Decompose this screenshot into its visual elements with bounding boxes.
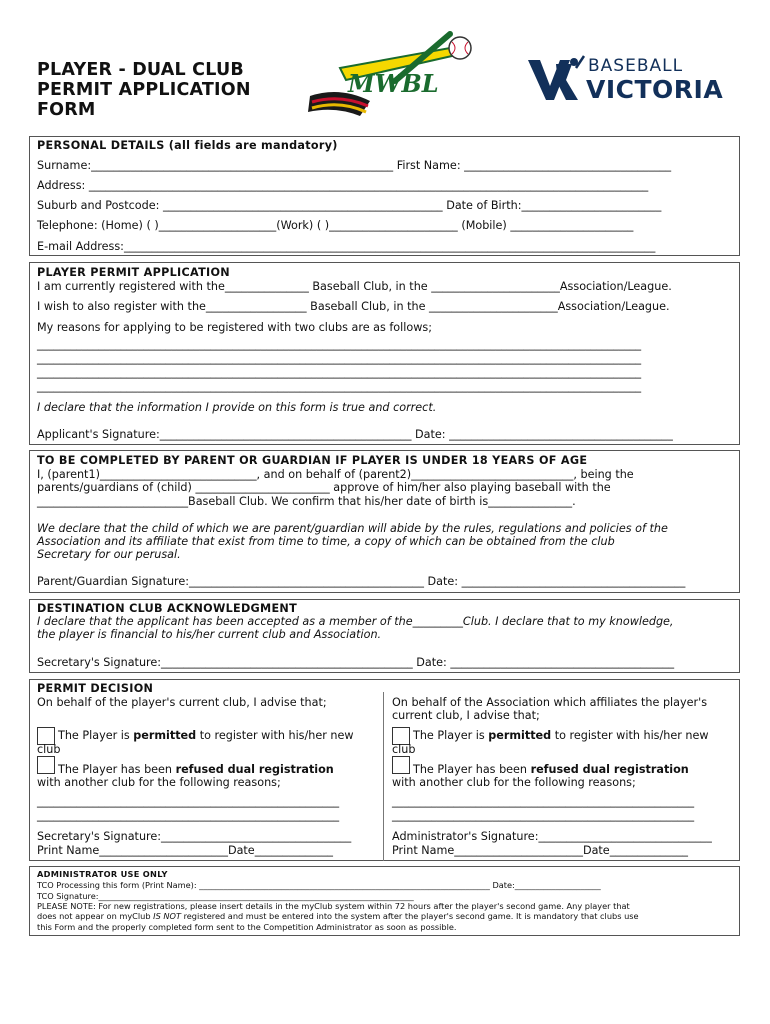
club-reasons-line[interactable]: ______________________________________________________ xyxy=(37,809,340,822)
destination-declaration-line2: the player is financial to his/her current club and Association. xyxy=(37,628,382,641)
parent-guardian-heading: TO BE COMPLETED BY PARENT OR GUARDIAN IF PLAYER IS UNDER 18 YEARS OF AGE xyxy=(37,454,588,467)
personal-details-heading: PERSONAL DETAILS (all fields are mandatory) xyxy=(37,139,338,152)
decision-column-divider xyxy=(383,692,384,861)
mwbl-logo xyxy=(300,26,480,124)
title-line-1: PLAYER - DUAL CLUB xyxy=(37,60,244,80)
administrator-heading: ADMINISTRATOR USE ONLY xyxy=(37,869,168,879)
association-refused-checkbox[interactable] xyxy=(392,756,410,774)
personal-details-section xyxy=(29,136,740,256)
applicant-declaration: I declare that the information I provide on this form is true and correct. xyxy=(37,401,437,414)
destination-secretary-signature-field[interactable]: Secretary's Signature:_____________________________________________ Date: ________________________________________ xyxy=(37,656,675,669)
surname-firstname-field[interactable]: Surname:______________________________________________________ First Name: _____________________________________ xyxy=(37,159,672,172)
child-name-field[interactable]: parents/guardians of (child) ________________________ approve of him/her also playing baseball with the xyxy=(37,481,611,494)
destination-club-heading: DESTINATION CLUB ACKNOWLEDGMENT xyxy=(37,602,298,615)
reasons-line[interactable]: ____________________________________________________________________________________________________________ xyxy=(37,338,642,351)
new-club-field[interactable]: I wish to also register with the__________________ Baseball Club, in the _______________________Association/League. xyxy=(37,300,670,313)
applicant-signature-field[interactable]: Applicant's Signature:_____________________________________________ Date: ________________________________________ xyxy=(37,428,673,441)
club-refused-checkbox[interactable] xyxy=(37,756,55,774)
club-decision-intro: On behalf of the player's current club, I advise that; xyxy=(37,696,327,709)
club-refused-label: The Player has been refused dual registration xyxy=(58,763,334,776)
association-decision-intro-line2: current club, I advise that; xyxy=(392,709,540,722)
permit-decision-heading: PERMIT DECISION xyxy=(37,682,154,695)
suburb-dob-field[interactable]: Suburb and Postcode: __________________________________________________ Date of Birth:_________________________ xyxy=(37,199,662,212)
reasons-line[interactable]: ____________________________________________________________________________________________________________ xyxy=(37,366,642,379)
title-line-3: FORM xyxy=(37,100,96,120)
association-decision-intro-line1: On behalf of the Association which affiliates the player's xyxy=(392,696,708,709)
association-print-name-date-field[interactable]: Print Name_______________________Date______________ xyxy=(392,844,689,857)
parent-names-field[interactable]: I, (parent1)____________________________, and on behalf of (parent2)_____________________________, being the xyxy=(37,468,634,481)
mwbl-logo-text: MWBL xyxy=(348,69,439,98)
address-field[interactable]: Address: ____________________________________________________________________________________________________ xyxy=(37,179,649,192)
association-reasons-line[interactable]: ______________________________________________________ xyxy=(392,795,695,808)
destination-declaration-line1: I declare that the applicant has been accepted as a member of the_________Club. I declare that to my knowledge, xyxy=(37,615,674,628)
administrator-signature-field[interactable]: Administrator's Signature:_______________________________ xyxy=(392,830,712,843)
reasons-line[interactable]: ____________________________________________________________________________________________________________ xyxy=(37,352,642,365)
admin-note-line2: does not appear on myClub IS NOT registered and must be entered into the system after the player's second game. It is mandatory that clubs use xyxy=(37,911,639,921)
association-reasons-line[interactable]: ______________________________________________________ xyxy=(392,809,695,822)
admin-note-line3: this Form and the properly completed form sent to the Competition Administrator as soon as possible. xyxy=(37,922,457,932)
parent-declaration-line2: Association and its affiliate that exist from time to time, a copy of which can be obtained from the club xyxy=(37,535,615,548)
current-club-field[interactable]: I am currently registered with the_______________ Baseball Club, in the _______________________Association/League. xyxy=(37,280,672,293)
admin-note-line1: PLEASE NOTE: For new registrations, please insert details in the myClub system within 72 hours after the player's second game. Any player that xyxy=(37,901,630,911)
parent-declaration-line3: Secretary for our perusal. xyxy=(37,548,181,561)
club-refused-label-line2: with another club for the following reasons; xyxy=(37,776,281,789)
association-permitted-label: The Player is permitted to register with his/her new xyxy=(413,729,709,742)
title-line-2: PERMIT APPLICATION xyxy=(37,80,251,100)
baseball-victoria-word2: VICTORIA xyxy=(586,75,724,104)
tco-signature-field[interactable]: TCO Signature:_____________________________________________________________________________ xyxy=(37,891,414,901)
permit-application-heading: PLAYER PERMIT APPLICATION xyxy=(37,266,230,279)
association-refused-label-line2: with another club for the following reasons; xyxy=(392,776,636,789)
tco-name-date-field[interactable]: TCO Processing this form (Print Name): _______________________________________________________________________ Date:_____________________ xyxy=(37,880,601,890)
email-field[interactable]: E-mail Address:_______________________________________________________________________________________________ xyxy=(37,240,656,253)
club-permitted-label-line2: club xyxy=(37,743,61,756)
club-print-name-date-field[interactable]: Print Name_______________________Date______________ xyxy=(37,844,334,857)
telephone-field[interactable]: Telephone: (Home) ( )_____________________(Work) ( )_______________________ (Mobile) ______________________ xyxy=(37,219,634,232)
parent-signature-field[interactable]: Parent/Guardian Signature:__________________________________________ Date: ________________________________________ xyxy=(37,575,686,588)
club-secretary-signature-field[interactable]: Secretary's Signature:__________________________________ xyxy=(37,830,352,843)
reasons-label: My reasons for applying to be registered with two clubs are as follows; xyxy=(37,321,432,334)
form-title xyxy=(37,60,251,120)
club-dob-field[interactable]: ___________________________Baseball Club. We confirm that his/her date of birth is_______________. xyxy=(37,495,576,508)
association-refused-label: The Player has been refused dual registration xyxy=(413,763,689,776)
club-reasons-line[interactable]: ______________________________________________________ xyxy=(37,795,340,808)
association-permitted-label-line2: club xyxy=(392,743,416,756)
club-permitted-label: The Player is permitted to register with his/her new xyxy=(58,729,354,742)
reasons-line[interactable]: ____________________________________________________________________________________________________________ xyxy=(37,380,642,393)
baseball-victoria-word1: BASEBALL xyxy=(588,56,684,76)
parent-declaration-line1: We declare that the child of which we are parent/guardian will abide by the rules, regulations and policies of the xyxy=(37,522,668,535)
